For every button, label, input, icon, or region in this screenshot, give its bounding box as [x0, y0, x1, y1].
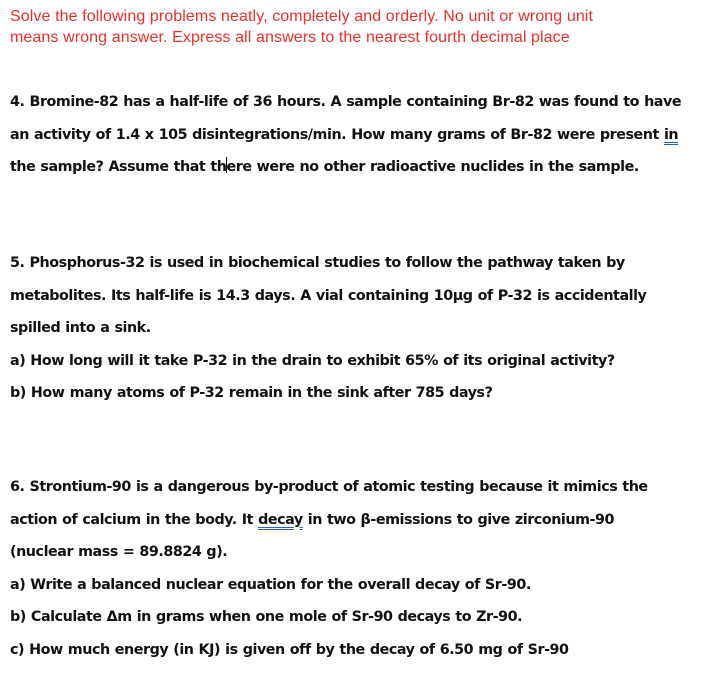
instructions [10, 6, 700, 48]
problem-4-line-3-text-a: the sample? Assume that th [10, 159, 227, 175]
problem-5-part-b: b) How many atoms of P-32 remain in the sink after 785 days? [10, 385, 493, 401]
problem-4-line-3 [10, 151, 705, 184]
problem-6-part-a: a) Write a balanced nuclear equation for the overall decay of Sr-90. [10, 576, 531, 593]
problem-6-part-c: c) How much energy (in KJ) is given off by the decay of 6.50 mg of Sr-90 [10, 641, 569, 658]
problem-6-line-3: (nuclear mass = 89.8824 g). [10, 544, 228, 560]
problem-5-part-a: a) How long will it take P-32 in the drain to exhibit 65% of its original activity? [10, 352, 615, 369]
problem-6 [10, 471, 705, 666]
problem-4 [10, 86, 705, 184]
instructions-line-2: means wrong answer. Express all answers to the nearest fourth decimal place [10, 29, 570, 46]
problem-6-line-2-text-b: in two β-emissions to give zirconium-90 [302, 511, 615, 528]
grammar-flag-in[interactable]: in [663, 126, 679, 143]
problem-5 [10, 247, 705, 410]
problem-6-line-1: 6. Strontium-90 is a dangerous by-product of atomic testing because it mimics the [10, 479, 648, 495]
problem-5-line-3: spilled into a sink. [10, 320, 151, 336]
instructions-line-1: Solve the following problems neatly, completely and orderly. No unit or wrong unit [10, 8, 594, 25]
problem-6-part-b: b) Calculate Δm in grams when one mole of Sr-90 decays to Zr-90. [10, 609, 523, 625]
grammar-flag-decay[interactable]: decay [258, 511, 303, 528]
problem-6-line-2-text-a: action of calcium in the body. It [10, 511, 259, 528]
problem-6-line-2 [10, 504, 705, 537]
problem-4-line-2-text: an activity of 1.4 x 105 disintegrations/min. How many grams of Br-82 were present [10, 126, 664, 143]
problem-5-line-2: metabolites. Its half-life is 14.3 days. A vial containing 10µg of P-32 is accidentally [10, 287, 647, 304]
problem-4-line-1: 4. Bromine-82 has a half-life of 36 hours. A sample containing Br-82 was found to have [10, 94, 682, 110]
problem-4-line-3-text-b: ere were no other radioactive nuclides in the sample. [226, 159, 639, 175]
problem-5-line-1: 5. Phosphorus-32 is used in biochemical studies to follow the pathway taken by [10, 255, 625, 271]
problem-4-line-2 [10, 119, 705, 152]
